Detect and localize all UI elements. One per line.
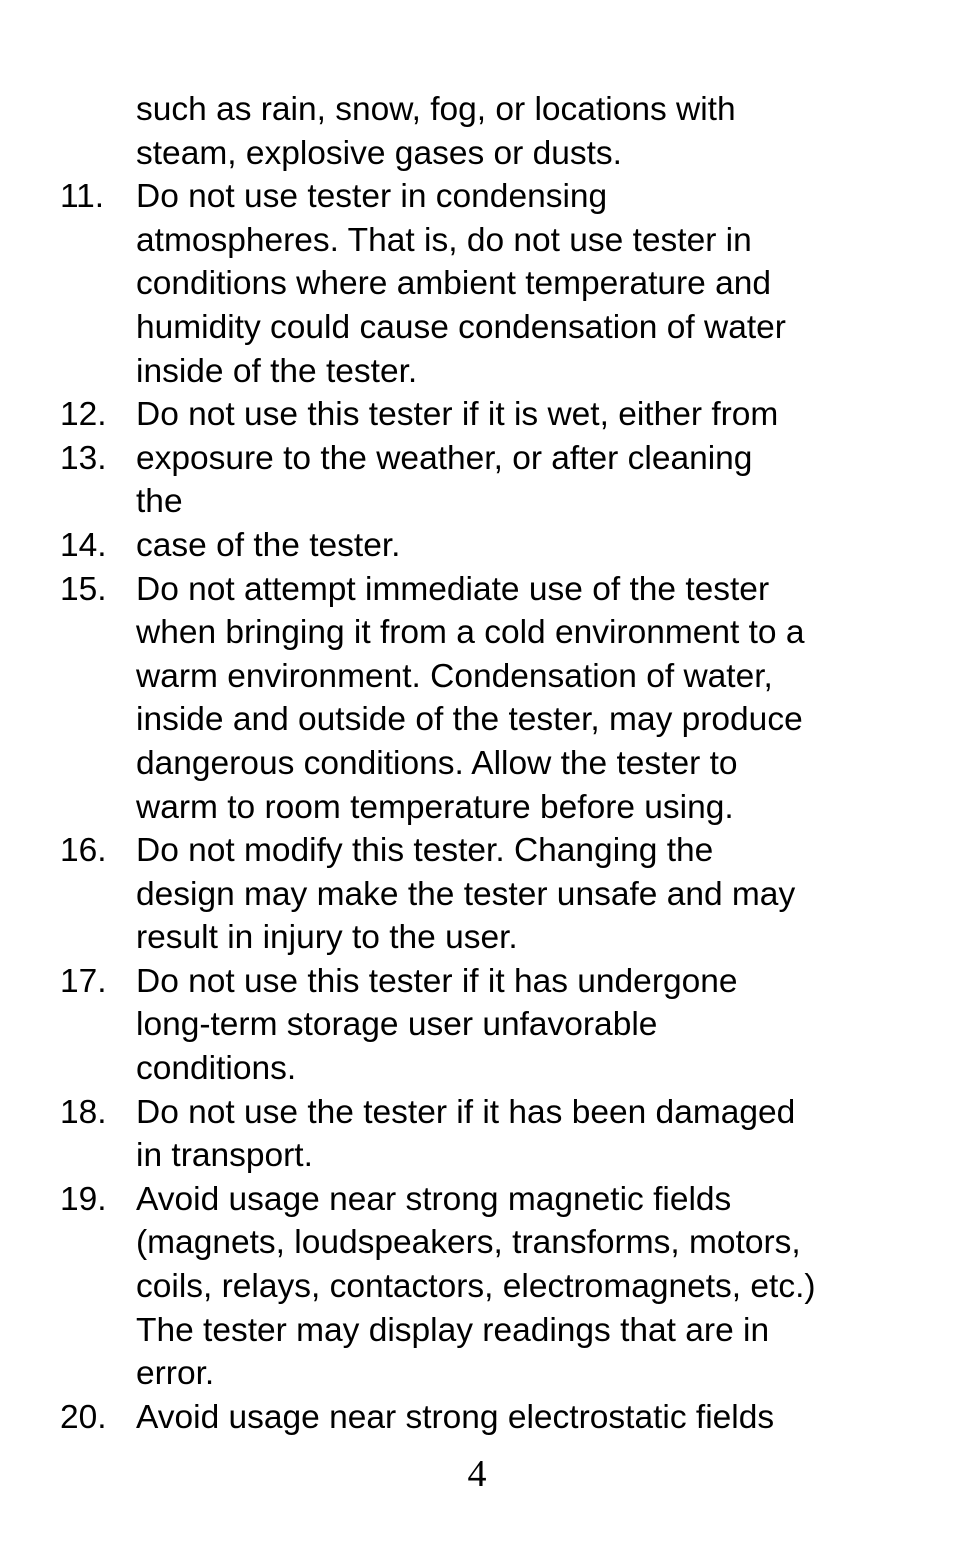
list-item [0,1396,954,1440]
list-item-text: Do not use this tester if it is wet, either from [136,396,779,434]
list-item-text: Do not use this tester if it has undergone long-term storage user unfavorable conditions. [136,962,738,1088]
list-number: 17. [60,962,107,1000]
list-item-text: Do not use tester in condensing atmospheres. That is, do not use tester in conditions where ambient temperature and humidity could cause condensation of water inside of the tester. [136,178,786,390]
continuation-text: such as rain, snow, fog, or locations with steam, explosive gases or dusts. [136,91,736,172]
list-number: 12. [60,396,107,434]
list-number: 20. [60,1398,107,1436]
list-item [0,568,954,830]
list-number: 19. [60,1180,107,1218]
list-number: 13. [60,439,107,477]
list-item-text: Do not modify this tester. Changing the design may make the tester unsafe and may result in injury to the user. [136,832,796,957]
list-number: 11. [60,178,105,216]
list-item [0,393,954,437]
list-item-text: exposure to the weather, or after cleaning the [136,439,753,521]
continuation-paragraph [0,88,954,175]
list-number: 16. [60,832,107,870]
list-item [0,1178,954,1396]
list-item [0,1091,954,1178]
list-item [0,175,954,393]
list-item [0,829,954,960]
list-item-text: Avoid usage near strong magnetic fields (magnets, loudspeakers, transforms, motors, coils, relays, contactors, electromagnets, etc.) The tester may display readings that are in error. [136,1180,816,1393]
list-item-text: case of the tester. [136,526,401,564]
list-item [0,524,954,568]
list-item-text: Avoid usage near strong electrostatic fields [136,1398,775,1436]
list-number: 18. [60,1093,107,1131]
manual-page [0,88,954,1439]
list-number-empty [0,88,136,175]
list-item [0,437,954,524]
list-item-text: Do not use the tester if it has been damaged in transport. [136,1093,796,1175]
page-number: 4 [467,1453,487,1495]
list-number: 15. [60,570,107,608]
list-item-text: Do not attempt immediate use of the tester when bringing it from a cold environment to a warm environment. Condensation of water, inside and outside of the tester, may produce dangerous conditions. Allow the tester to warm to room temperature before using. [136,570,805,826]
list-item [0,960,954,1091]
list-number: 14. [60,526,107,564]
